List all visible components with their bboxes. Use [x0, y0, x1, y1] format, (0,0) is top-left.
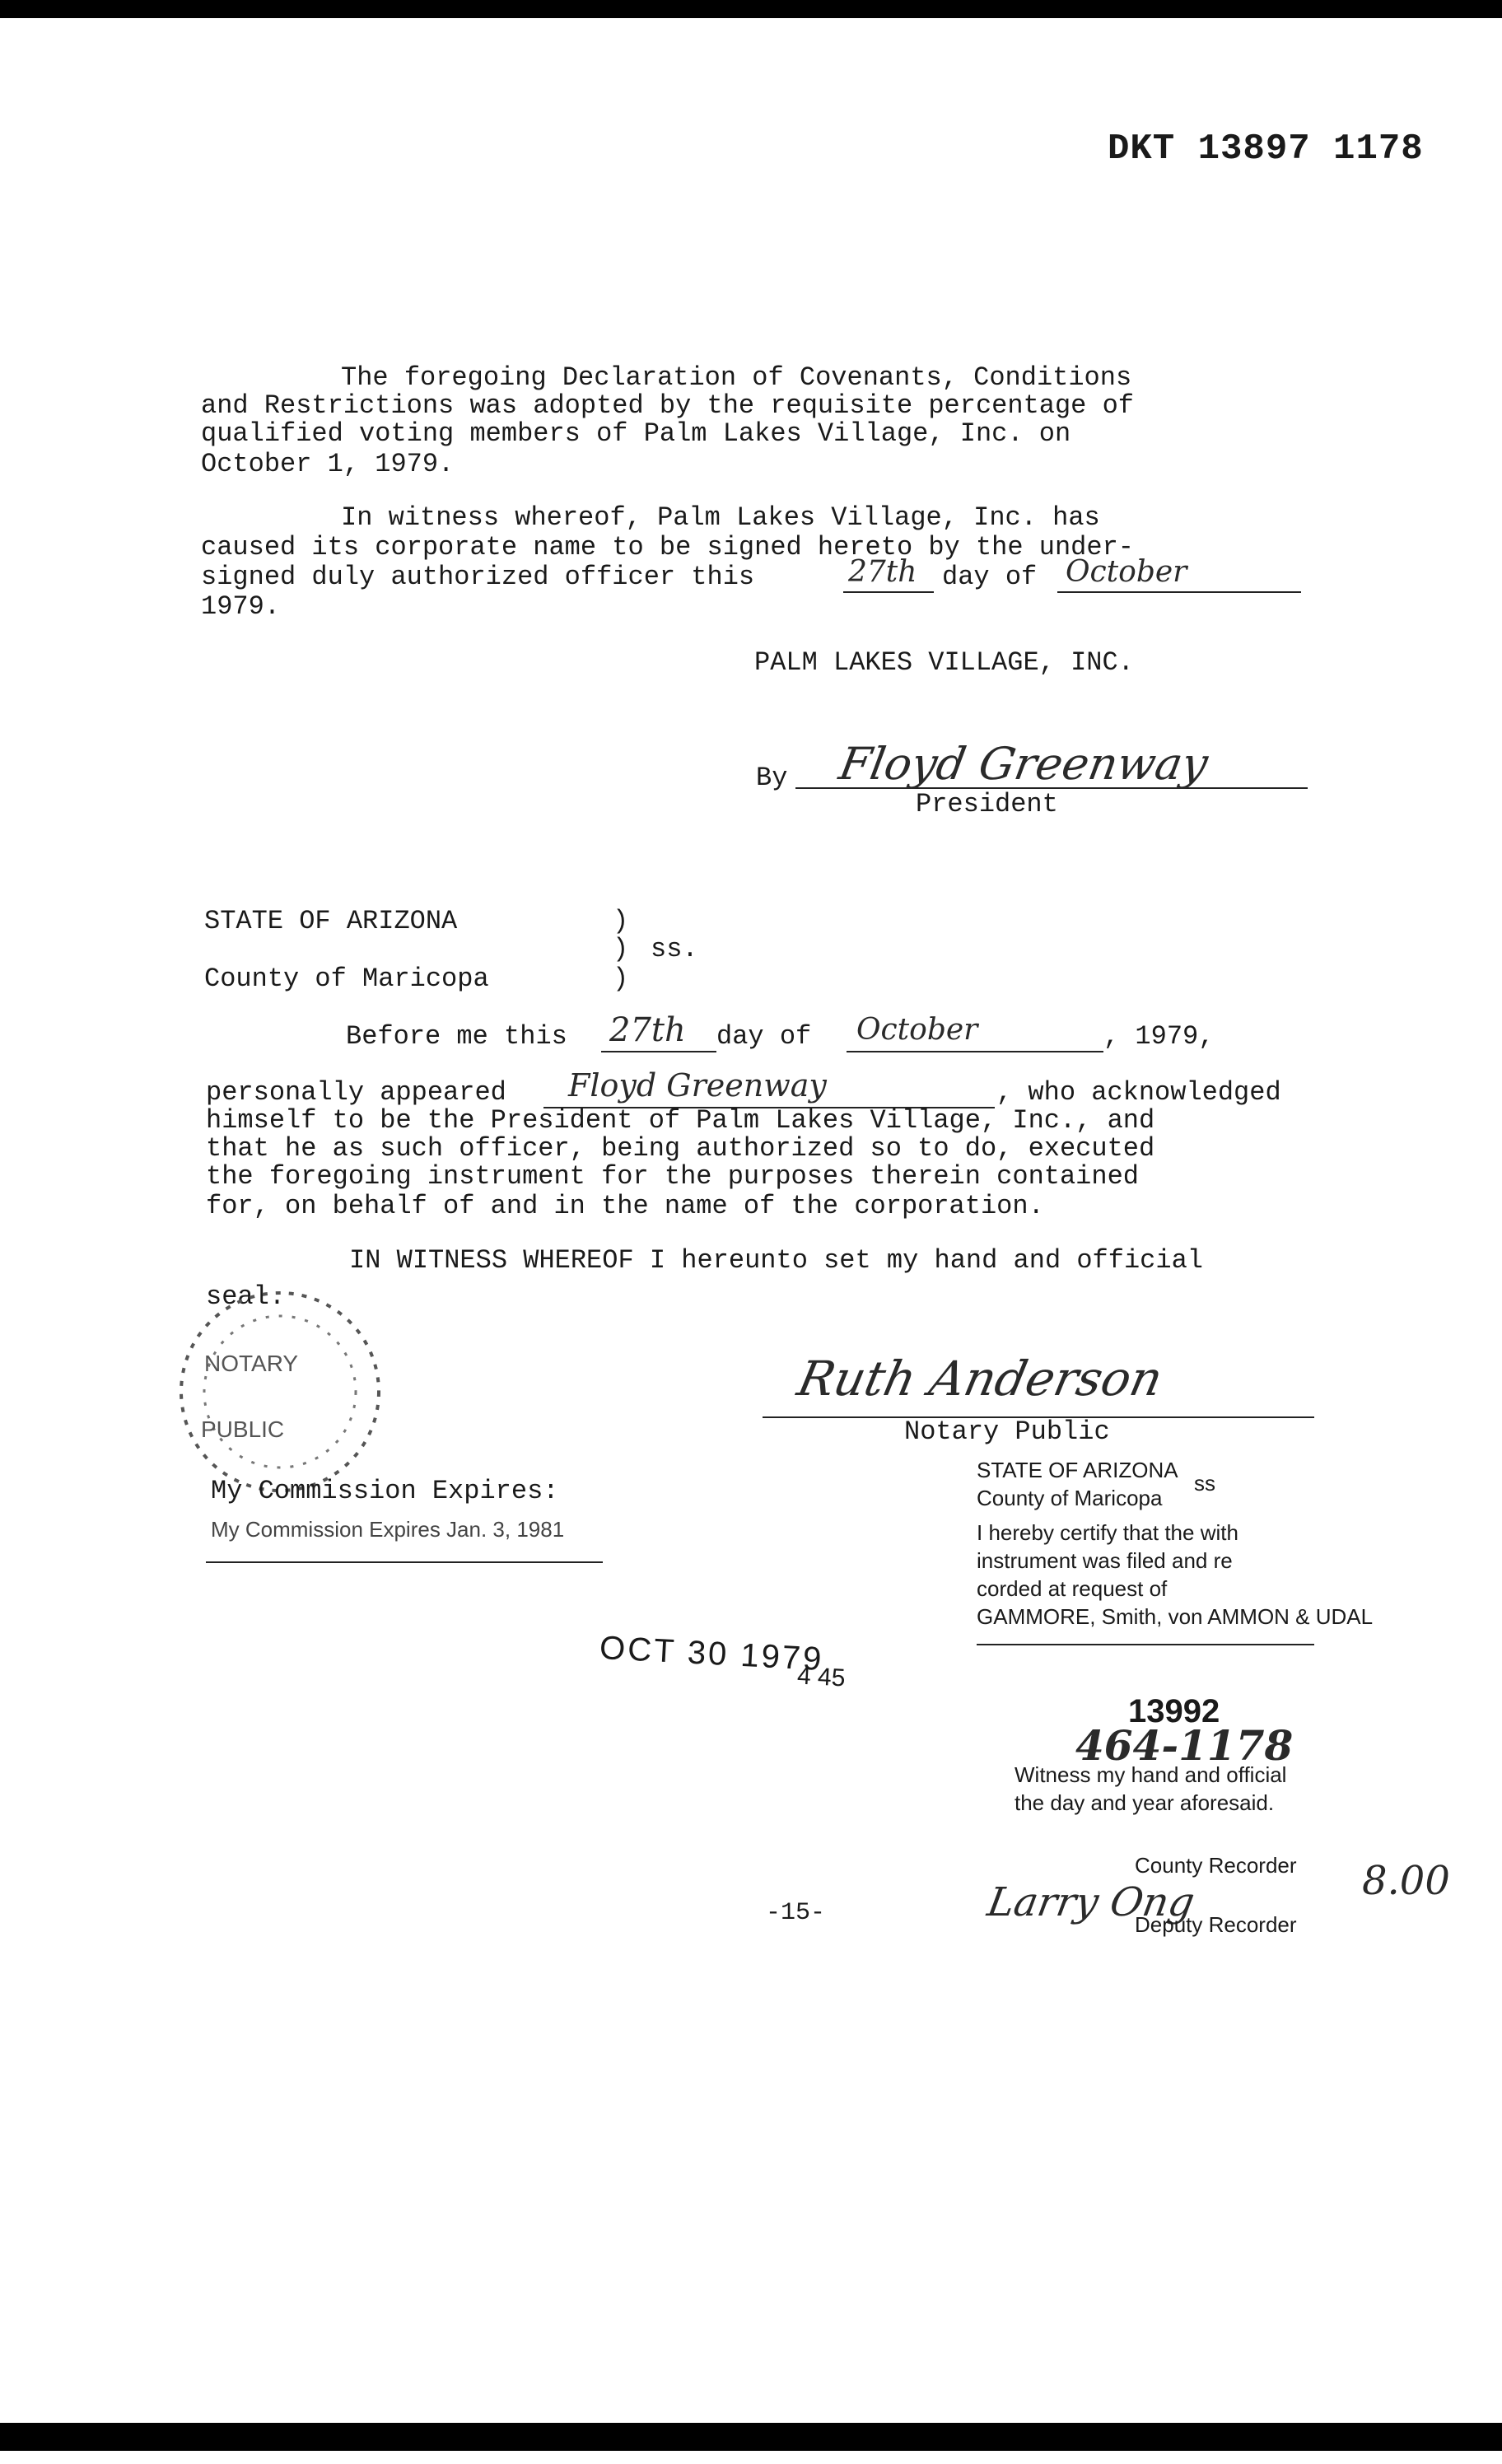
recorder-page-numbers: 464-1178 — [1075, 1721, 1294, 1770]
venue-county: County of Maricopa — [204, 964, 489, 994]
witness-line-2: seal. — [206, 1281, 286, 1312]
recorder-signature: Larry Ong — [984, 1879, 1198, 1925]
before-me-label: Before me this — [346, 1021, 567, 1052]
docket-number-header: DKT 13897 1178 — [1108, 128, 1424, 170]
by-label: By — [756, 763, 788, 793]
paragraph-2-line-3-mid: day of — [942, 562, 1038, 592]
company-name: PALM LAKES VILLAGE, INC. — [754, 647, 1134, 678]
president-signature: Floyd Greenway — [835, 738, 1212, 790]
venue-bracket-mid: ) — [613, 934, 629, 964]
paragraph-1-line-1: The foregoing Declaration of Covenants, Conditions — [341, 362, 1132, 393]
scan-border-bottom — [0, 2423, 1502, 2451]
recording-fee: 8.00 — [1362, 1858, 1450, 1904]
ack-handwritten-month: October — [856, 1013, 978, 1047]
ack-line-3: that he as such officer, being authorized so to do, executed — [206, 1133, 1155, 1164]
filing-time-stamp: 4 45 — [796, 1662, 847, 1692]
paragraph-2-line-2: caused its corporate name to be signed hereto by the under- — [201, 532, 1134, 562]
handwritten-day: 27th — [848, 555, 917, 589]
paragraph-1-line-2: and Restrictions was adopted by the requisite percentage of — [201, 390, 1134, 421]
deputy-recorder-label: Deputy Recorder — [1135, 1912, 1297, 1937]
personally-appeared-label: personally appeared — [206, 1077, 506, 1108]
recorder-witness-line-2: the day and year aforesaid. — [1015, 1790, 1275, 1815]
handwritten-month: October — [1066, 555, 1187, 589]
paragraph-1-line-4: October 1, 1979. — [201, 449, 455, 479]
recorder-separator-line — [977, 1644, 1314, 1645]
notary-signature: Ruth Anderson — [792, 1351, 1168, 1407]
commission-label: My Commission Expires: — [211, 1476, 559, 1506]
recorder-cert-line-2: instrument was filed and re — [977, 1548, 1233, 1573]
venue-state: STATE OF ARIZONA — [204, 906, 458, 936]
commission-stamp: My Commission Expires Jan. 3, 1981 — [211, 1517, 565, 1542]
notary-seal-text-top: NOTARY — [204, 1351, 299, 1376]
recorder-cert-line-4: GAMMORE, Smith, von AMMON & UDAL — [977, 1604, 1374, 1629]
filing-date-stamp: OCT 30 1979 — [599, 1629, 825, 1678]
notary-seal-text-bottom: PUBLIC — [201, 1416, 285, 1442]
ack-day-of: day of — [716, 1021, 812, 1052]
venue-bracket-bottom: ) — [613, 964, 629, 994]
paragraph-1-line-3: qualified voting members of Palm Lakes Village, Inc. on — [201, 418, 1071, 449]
appeared-handwritten-name: Floyd Greenway — [568, 1067, 827, 1104]
recorder-witness-line-1: Witness my hand and official — [1015, 1762, 1287, 1787]
ack-year: , 1979, — [1103, 1021, 1215, 1052]
ack-handwritten-day: 27th — [609, 1011, 686, 1049]
venue-ss: ss. — [651, 934, 698, 964]
commission-line — [206, 1561, 603, 1563]
witness-line-1: IN WITNESS WHEREOF I hereunto set my hand and official — [349, 1245, 1203, 1276]
venue-bracket-top: ) — [613, 906, 629, 936]
page-number: -15- — [766, 1899, 826, 1927]
recorder-cert-line-3: corded at request of — [977, 1576, 1168, 1601]
recorder-county: County of Maricopa — [977, 1486, 1163, 1510]
scan-border-top — [0, 0, 1502, 18]
county-recorder-label: County Recorder — [1135, 1853, 1297, 1878]
recorder-state: STATE OF ARIZONA — [977, 1458, 1178, 1482]
president-title: President — [916, 789, 1058, 819]
ack-line-1-end: , who acknowledged — [996, 1077, 1281, 1108]
paragraph-2-line-1: In witness whereof, Palm Lakes Village, Inc. has — [341, 502, 1100, 533]
ack-line-5: for, on behalf of and in the name of the corporation. — [206, 1191, 1044, 1221]
paragraph-2-line-3-start: signed duly authorized officer this — [201, 562, 755, 592]
recorder-ss: ss — [1194, 1471, 1215, 1496]
notary-public-title: Notary Public — [904, 1416, 1110, 1447]
recorder-docket-number: 13992 — [1128, 1693, 1220, 1729]
paragraph-2-line-4: 1979. — [201, 591, 281, 622]
ack-line-4: the foregoing instrument for the purposes therein contained — [206, 1161, 1139, 1192]
ack-line-2: himself to be the President of Palm Lakes Village, Inc., and — [206, 1105, 1155, 1136]
recorder-cert-line-1: I hereby certify that the with — [977, 1520, 1238, 1545]
